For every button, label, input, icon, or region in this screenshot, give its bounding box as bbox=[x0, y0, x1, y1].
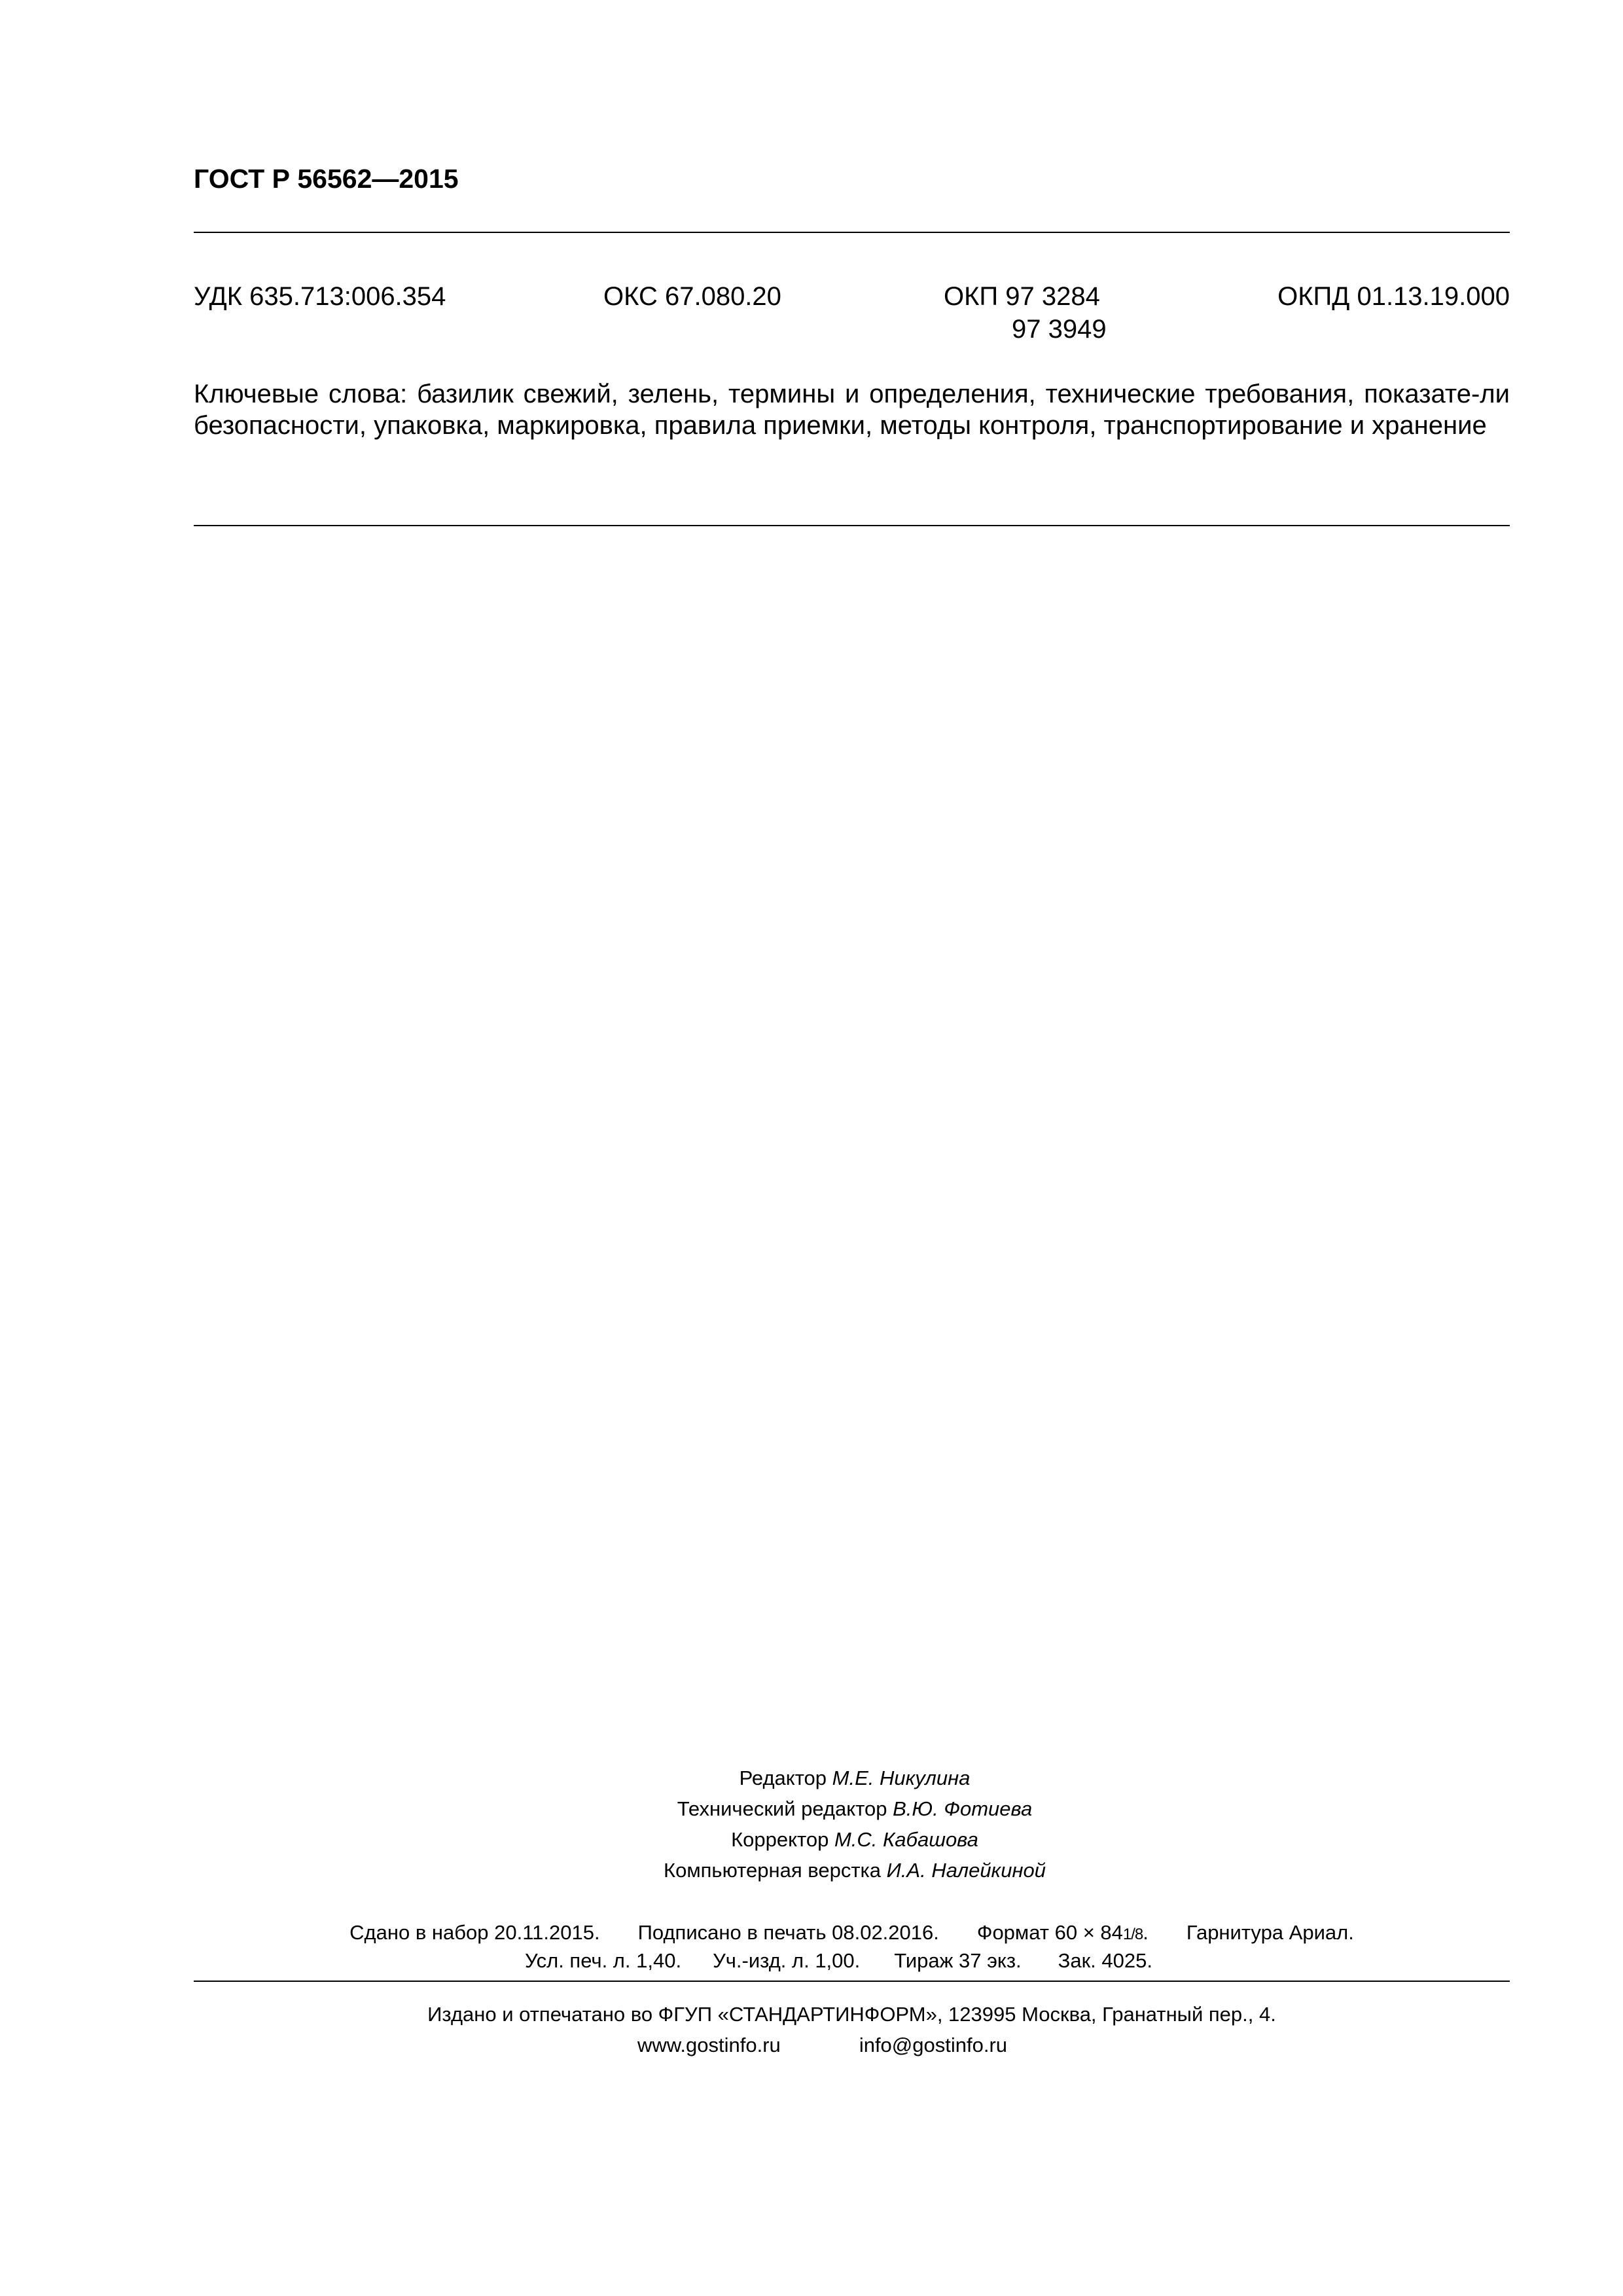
print-info-row-2 bbox=[168, 1948, 1510, 1974]
document-id: ГОСТ Р 56562—2015 bbox=[194, 164, 459, 194]
credit-proofreader bbox=[586, 1824, 1123, 1855]
typeface: Гарнитура Ариал. bbox=[1186, 1921, 1354, 1944]
credit-name: М.С. Кабашова bbox=[834, 1828, 978, 1851]
credit-role: Корректор bbox=[731, 1828, 834, 1851]
print-sheets: Усл. печ. л. 1,40. bbox=[524, 1949, 682, 1972]
keywords-divider bbox=[194, 525, 1510, 526]
udk-code: УДК 635.713:006.354 bbox=[194, 282, 446, 311]
paper-format: Формат 60 × 841/8. bbox=[976, 1921, 1149, 1944]
publisher-contacts bbox=[135, 2030, 1510, 2060]
submitted-date: Сдано в набор 20.11.2015. bbox=[349, 1921, 600, 1944]
print-info-block bbox=[194, 1920, 1510, 1974]
credit-layout bbox=[586, 1855, 1123, 1886]
credit-role: Технический редактор bbox=[677, 1797, 893, 1820]
oks-code: ОКС 67.080.20 bbox=[603, 282, 781, 311]
okp-code: ОКП 97 3284 bbox=[944, 282, 1100, 311]
credit-name: М.Е. Никулина bbox=[832, 1767, 971, 1789]
publisher-email[interactable]: info@gostinfo.ru bbox=[859, 2034, 1008, 2056]
credit-tech-editor bbox=[586, 1793, 1123, 1824]
credit-role: Редактор bbox=[739, 1767, 832, 1789]
okp-code-second: 97 3949 bbox=[1012, 315, 1107, 344]
format-fraction: 1/8 bbox=[1122, 1926, 1143, 1943]
publisher-block bbox=[194, 1999, 1510, 2060]
credits-block bbox=[586, 1763, 1123, 1886]
footer-divider bbox=[194, 1981, 1510, 1982]
publisher-website[interactable]: www.gostinfo.ru bbox=[637, 2034, 781, 2056]
signed-date: Подписано в печать 08.02.2016. bbox=[637, 1921, 939, 1944]
header-divider bbox=[194, 232, 1510, 233]
order-number: Зак. 4025. bbox=[1058, 1949, 1152, 1972]
credit-editor bbox=[586, 1763, 1123, 1793]
credit-name: И.А. Налейкиной bbox=[886, 1859, 1046, 1882]
credit-name: В.Ю. Фотиева bbox=[893, 1797, 1033, 1820]
publisher-address: Издано и отпечатано во ФГУП «СТАНДАРТИНФОРМ», 123995 Москва, Гранатный пер., 4. bbox=[427, 2003, 1276, 2026]
publishing-sheets: Уч.-изд. л. 1,00. bbox=[713, 1949, 861, 1972]
okpd-code: ОКПД 01.13.19.000 bbox=[1277, 282, 1510, 311]
print-info-row-1 bbox=[194, 1920, 1510, 1948]
print-run: Тираж 37 экз. bbox=[894, 1949, 1022, 1972]
credit-role: Компьютерная верстка bbox=[664, 1859, 887, 1882]
keywords-paragraph: Ключевые слова: базилик свежий, зелень, термины и определения, технические требования, показате-ли безопасности, упаковка, маркировка, правила приемки, методы контроля, транспортирование и хранение bbox=[194, 380, 1510, 440]
